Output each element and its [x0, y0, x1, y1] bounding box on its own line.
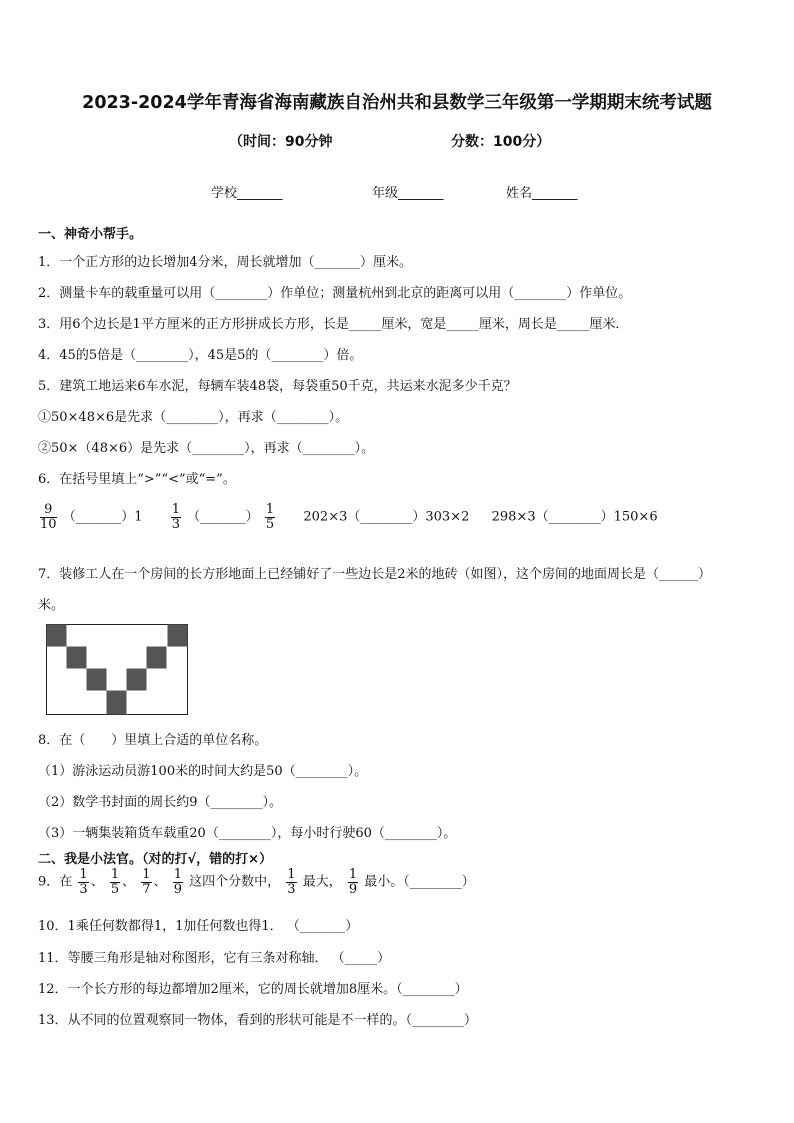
tile — [87, 669, 107, 691]
question-8-part-1: （1）游泳运动员游100米的时间大约是50（________）。 — [38, 764, 368, 779]
tile — [147, 647, 167, 669]
grade-field[interactable]: 年级_______ — [372, 186, 444, 201]
tile — [107, 691, 127, 715]
question-3: 3．用6个边长是1平方厘米的正方形拼成长方形，长是_____厘米，宽是_____厘米，周长是_____厘米． — [38, 317, 629, 332]
section-1-heading: 一、神奇小帮手。 — [38, 227, 143, 242]
answer-blank[interactable]: 最小。（________） — [364, 874, 475, 890]
fraction: $\frac{1}{9}$ — [348, 867, 358, 897]
question-7-unit: 米。 — [38, 598, 65, 613]
question-9: 9．在 $\frac{1}{3}$ 、 $\frac{1}{5}$ 、 $\frac{1}{7}$ 、 $\frac{1}{9}$ 这四个分数中， $\frac{1}{3}$ 最大， $\frac{1}{9}$ 最小。（________） — [38, 867, 475, 897]
question-7: 7．装修工人在一个房间的长方形地面上已经铺好了一些边长是2米的地砖（如图），这个房间的地面周长是（______） — [38, 567, 712, 582]
question-1: 1．一个正方形的边长增加4分米，周长就增加（_______）厘米。 — [38, 255, 413, 270]
compare-blank-1[interactable]: （_______）1 — [62, 509, 143, 525]
question-6: 6．在括号里填上“>”“<”或“=”。 — [38, 472, 236, 487]
fraction: $\frac{1}{3}$ — [171, 502, 181, 532]
name-field[interactable]: 姓名_______ — [506, 186, 578, 201]
question-8-part-2: （2）数学书封面的周长约9（________）。 — [38, 795, 283, 810]
question-8: 8．在（ ）里填上合适的单位名称。 — [38, 733, 268, 748]
question-8-part-3: （3）一辆集装箱货车载重20（________），每小时行驶60（________）。 — [38, 826, 457, 841]
question-5: 5．建筑工地运来6车水泥，每辆车装48袋，每袋重50千克，共运来水泥多少千克？ — [38, 379, 517, 394]
question-4: 4．45的5倍是（________），45是5的（________）倍。 — [38, 348, 363, 363]
question-12: 12．一个长方形的每边都增加2厘米，它的周长就增加8厘米。（________） — [38, 982, 468, 997]
section-2-heading: 二、我是小法官。（对的打√，错的打×） — [38, 852, 273, 867]
question-6-items — [38, 503, 658, 531]
fraction: $\frac{1}{7}$ — [142, 867, 151, 897]
question-13: 13．从不同的位置观察同一物体，看到的形状可能是不一样的。（________） — [38, 1013, 478, 1028]
fraction: $\frac{1}{9}$ — [173, 867, 182, 897]
school-field[interactable]: 学校_______ — [211, 186, 283, 201]
question-5-part-2: ②50×（48×6）是先求（________），再求（________）。 — [38, 441, 375, 456]
time-label: （时间：90分钟 — [229, 134, 333, 150]
question-2: 2．测量卡车的载重量可以用（________）作单位；测量杭州到北京的距离可以用（________）作单位。 — [38, 286, 632, 301]
score-label: 分数：100分） — [451, 134, 551, 150]
fraction: $\frac{1}{5}$ — [265, 502, 275, 532]
page-title: 2023-2024学年青海省海南藏族自治州共和县数学三年级第一学期期末统考试题 — [82, 93, 712, 113]
question-11: 11．等腰三角形是轴对称图形，它有三条对称轴． （_____） — [38, 951, 391, 966]
tile — [168, 625, 188, 647]
question-5-part-1: ①50×48×6是先求（________），再求（________）。 — [38, 410, 349, 425]
fraction: $\frac{9}{10}$ — [40, 502, 57, 532]
tile — [127, 669, 147, 691]
compare-expression-3[interactable]: 202×3（________）303×2 — [303, 509, 470, 525]
tile — [67, 647, 87, 669]
fraction: $\frac{1}{3}$ — [79, 867, 88, 897]
compare-blank-2[interactable]: （_______） — [187, 509, 259, 525]
fraction: $\frac{1}{5}$ — [110, 867, 120, 897]
tile — [47, 625, 67, 647]
floor-tile-figure — [46, 624, 189, 716]
fraction: $\frac{1}{3}$ — [287, 867, 296, 897]
question-10: 10．1乘任何数都得1，1加任何数也得1． （_______） — [38, 919, 359, 934]
compare-expression-4[interactable]: 298×3（________）150×6 — [491, 509, 658, 525]
